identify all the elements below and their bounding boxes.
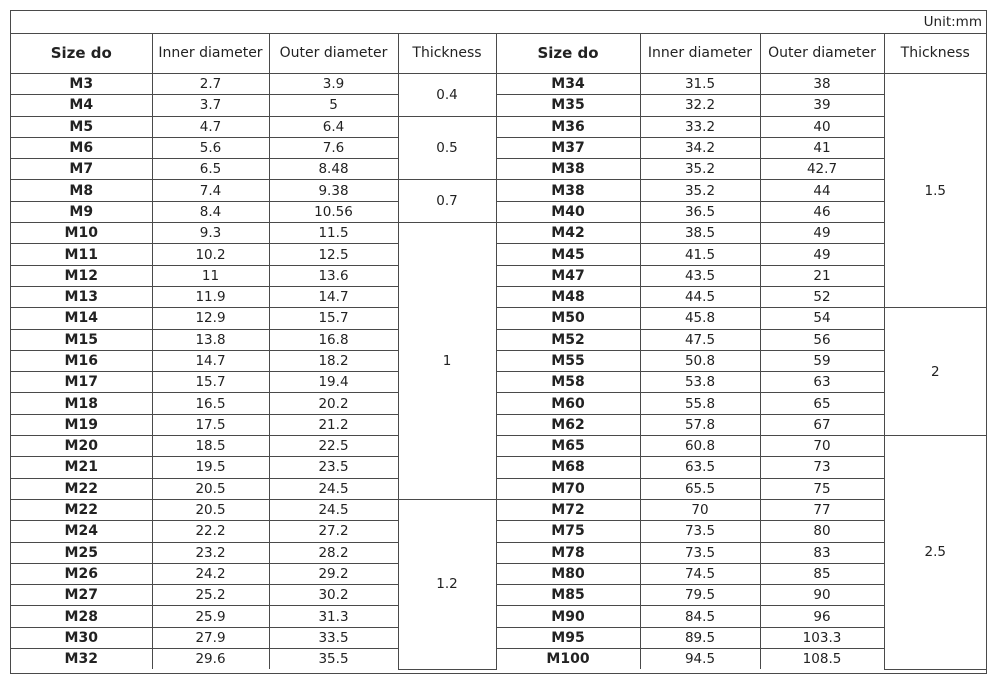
size-cell: M24 [11, 521, 152, 542]
size-cell: M62 [496, 414, 640, 435]
inner-diameter-cell: 50.8 [640, 350, 760, 371]
thickness-cell: 1.2 [398, 499, 496, 669]
inner-diameter-cell: 47.5 [640, 329, 760, 350]
outer-diameter-cell: 28.2 [269, 542, 398, 563]
inner-diameter-cell: 12.9 [152, 308, 269, 329]
outer-diameter-cell: 63 [760, 372, 884, 393]
outer-diameter-cell: 33.5 [269, 627, 398, 648]
thickness-cell: 0.5 [398, 116, 496, 180]
outer-diameter-cell: 7.6 [269, 137, 398, 158]
outer-diameter-cell: 52 [760, 286, 884, 307]
size-cell: M16 [11, 350, 152, 371]
inner-diameter-cell: 55.8 [640, 393, 760, 414]
inner-diameter-cell: 11 [152, 265, 269, 286]
inner-diameter-cell: 3.7 [152, 95, 269, 116]
spec-table [11, 33, 986, 670]
inner-diameter-cell: 41.5 [640, 244, 760, 265]
size-cell: M11 [11, 244, 152, 265]
size-cell: M19 [11, 414, 152, 435]
outer-diameter-cell: 41 [760, 137, 884, 158]
outer-diameter-cell: 24.5 [269, 478, 398, 499]
outer-diameter-cell: 80 [760, 521, 884, 542]
size-cell: M35 [496, 95, 640, 116]
outer-diameter-cell: 8.48 [269, 159, 398, 180]
size-cell: M22 [11, 499, 152, 520]
size-cell: M30 [11, 627, 152, 648]
outer-diameter-cell: 16.8 [269, 329, 398, 350]
inner-diameter-cell: 24.2 [152, 563, 269, 584]
table-row [11, 329, 986, 350]
inner-diameter-cell: 19.5 [152, 457, 269, 478]
inner-diameter-cell: 15.7 [152, 372, 269, 393]
inner-diameter-cell: 16.5 [152, 393, 269, 414]
size-cell: M52 [496, 329, 640, 350]
size-cell: M38 [496, 180, 640, 201]
outer-diameter-cell: 75 [760, 478, 884, 499]
inner-diameter-cell: 2.7 [152, 74, 269, 95]
inner-diameter-cell: 7.4 [152, 180, 269, 201]
inner-diameter-cell: 38.5 [640, 223, 760, 244]
inner-diameter-cell: 89.5 [640, 627, 760, 648]
outer-diameter-cell: 38 [760, 74, 884, 95]
outer-diameter-cell: 44 [760, 180, 884, 201]
size-cell: M7 [11, 159, 152, 180]
outer-diameter-cell: 49 [760, 244, 884, 265]
size-cell: M65 [496, 436, 640, 457]
inner-diameter-cell: 9.3 [152, 223, 269, 244]
outer-diameter-cell: 77 [760, 499, 884, 520]
outer-diameter-cell: 30.2 [269, 585, 398, 606]
outer-diameter-cell: 23.5 [269, 457, 398, 478]
size-cell: M3 [11, 74, 152, 95]
inner-diameter-cell: 70 [640, 499, 760, 520]
outer-diameter-cell: 5 [269, 95, 398, 116]
inner-diameter-cell: 94.5 [640, 649, 760, 670]
table-row [11, 74, 986, 95]
inner-diameter-cell: 63.5 [640, 457, 760, 478]
outer-diameter-cell: 24.5 [269, 499, 398, 520]
inner-diameter-cell: 74.5 [640, 563, 760, 584]
outer-diameter-cell: 29.2 [269, 563, 398, 584]
size-cell: M75 [496, 521, 640, 542]
size-cell: M27 [11, 585, 152, 606]
outer-diameter-cell: 67 [760, 414, 884, 435]
outer-diameter-cell: 54 [760, 308, 884, 329]
table-row [11, 606, 986, 627]
size-cell: M78 [496, 542, 640, 563]
size-cell: M55 [496, 350, 640, 371]
table-row [11, 95, 986, 116]
inner-diameter-cell: 35.2 [640, 180, 760, 201]
inner-diameter-cell: 44.5 [640, 286, 760, 307]
outer-diameter-cell: 18.2 [269, 350, 398, 371]
inner-diameter-cell: 84.5 [640, 606, 760, 627]
inner-diameter-cell: 17.5 [152, 414, 269, 435]
size-cell: M42 [496, 223, 640, 244]
size-cell: M9 [11, 201, 152, 222]
inner-diameter-cell: 79.5 [640, 585, 760, 606]
inner-diameter-cell: 22.2 [152, 521, 269, 542]
outer-diameter-cell: 40 [760, 116, 884, 137]
inner-diameter-cell: 8.4 [152, 201, 269, 222]
size-cell: M32 [11, 649, 152, 670]
outer-diameter-cell: 42.7 [760, 159, 884, 180]
size-cell: M34 [496, 74, 640, 95]
inner-diameter-cell: 57.8 [640, 414, 760, 435]
outer-diameter-cell: 49 [760, 223, 884, 244]
size-cell: M12 [11, 265, 152, 286]
size-cell: M21 [11, 457, 152, 478]
inner-diameter-cell: 29.6 [152, 649, 269, 670]
outer-diameter-cell: 96 [760, 606, 884, 627]
size-cell: M90 [496, 606, 640, 627]
outer-diameter-cell: 20.2 [269, 393, 398, 414]
size-cell: M95 [496, 627, 640, 648]
header-size-left: Size do [11, 33, 152, 74]
outer-diameter-cell: 9.38 [269, 180, 398, 201]
outer-diameter-cell: 19.4 [269, 372, 398, 393]
table-row [11, 585, 986, 606]
spec-table-body [11, 74, 986, 670]
table-row [11, 499, 986, 520]
size-cell: M85 [496, 585, 640, 606]
size-cell: M22 [11, 478, 152, 499]
size-cell: M17 [11, 372, 152, 393]
inner-diameter-cell: 13.8 [152, 329, 269, 350]
inner-diameter-cell: 25.9 [152, 606, 269, 627]
outer-diameter-cell: 90 [760, 585, 884, 606]
size-cell: M20 [11, 436, 152, 457]
table-row [11, 649, 986, 670]
size-cell: M72 [496, 499, 640, 520]
unit-row [11, 11, 986, 34]
inner-diameter-cell: 31.5 [640, 74, 760, 95]
outer-diameter-cell: 3.9 [269, 74, 398, 95]
header-row [11, 33, 986, 74]
thickness-cell: 2.5 [884, 436, 986, 670]
size-cell: M18 [11, 393, 152, 414]
table-row [11, 457, 986, 478]
outer-diameter-cell: 83 [760, 542, 884, 563]
header-size-right: Size do [496, 33, 640, 74]
header-outer-left: Outer diameter [269, 33, 398, 74]
inner-diameter-cell: 45.8 [640, 308, 760, 329]
size-cell: M14 [11, 308, 152, 329]
size-cell: M6 [11, 137, 152, 158]
table-row [11, 542, 986, 563]
header-thickness-left: Thickness [398, 33, 496, 74]
table-row [11, 137, 986, 158]
inner-diameter-cell: 20.5 [152, 478, 269, 499]
inner-diameter-cell: 20.5 [152, 499, 269, 520]
inner-diameter-cell: 36.5 [640, 201, 760, 222]
thickness-cell: 0.4 [398, 74, 496, 117]
outer-diameter-cell: 14.7 [269, 286, 398, 307]
outer-diameter-cell: 11.5 [269, 223, 398, 244]
inner-diameter-cell: 18.5 [152, 436, 269, 457]
outer-diameter-cell: 12.5 [269, 244, 398, 265]
size-cell: M37 [496, 137, 640, 158]
table-row [11, 436, 986, 457]
outer-diameter-cell: 39 [760, 95, 884, 116]
table-row [11, 414, 986, 435]
size-cell: M15 [11, 329, 152, 350]
table-row [11, 521, 986, 542]
size-cell: M38 [496, 159, 640, 180]
outer-diameter-cell: 70 [760, 436, 884, 457]
outer-diameter-cell: 13.6 [269, 265, 398, 286]
size-cell: M13 [11, 286, 152, 307]
header-thickness-right: Thickness [884, 33, 986, 74]
inner-diameter-cell: 14.7 [152, 350, 269, 371]
inner-diameter-cell: 33.2 [640, 116, 760, 137]
table-row [11, 116, 986, 137]
table-row [11, 286, 986, 307]
table-row [11, 478, 986, 499]
table-row [11, 265, 986, 286]
thickness-cell: 1 [398, 223, 496, 500]
table-row [11, 372, 986, 393]
size-cell: M100 [496, 649, 640, 670]
outer-diameter-cell: 85 [760, 563, 884, 584]
outer-diameter-cell: 31.3 [269, 606, 398, 627]
size-cell: M60 [496, 393, 640, 414]
size-cell: M4 [11, 95, 152, 116]
size-cell: M50 [496, 308, 640, 329]
spec-sheet [10, 10, 987, 674]
inner-diameter-cell: 53.8 [640, 372, 760, 393]
inner-diameter-cell: 43.5 [640, 265, 760, 286]
outer-diameter-cell: 21 [760, 265, 884, 286]
size-cell: M28 [11, 606, 152, 627]
inner-diameter-cell: 32.2 [640, 95, 760, 116]
outer-diameter-cell: 27.2 [269, 521, 398, 542]
unit-label: Unit:mm [923, 14, 982, 30]
table-row [11, 201, 986, 222]
thickness-cell: 0.7 [398, 180, 496, 223]
table-row [11, 159, 986, 180]
outer-diameter-cell: 73 [760, 457, 884, 478]
outer-diameter-cell: 65 [760, 393, 884, 414]
size-cell: M58 [496, 372, 640, 393]
size-cell: M80 [496, 563, 640, 584]
table-row [11, 308, 986, 329]
table-row [11, 350, 986, 371]
outer-diameter-cell: 59 [760, 350, 884, 371]
outer-diameter-cell: 21.2 [269, 414, 398, 435]
size-cell: M8 [11, 180, 152, 201]
table-row [11, 563, 986, 584]
inner-diameter-cell: 6.5 [152, 159, 269, 180]
inner-diameter-cell: 5.6 [152, 137, 269, 158]
outer-diameter-cell: 15.7 [269, 308, 398, 329]
inner-diameter-cell: 4.7 [152, 116, 269, 137]
size-cell: M40 [496, 201, 640, 222]
inner-diameter-cell: 11.9 [152, 286, 269, 307]
table-row [11, 180, 986, 201]
outer-diameter-cell: 46 [760, 201, 884, 222]
header-inner-left: Inner diameter [152, 33, 269, 74]
outer-diameter-cell: 10.56 [269, 201, 398, 222]
table-row [11, 393, 986, 414]
outer-diameter-cell: 6.4 [269, 116, 398, 137]
inner-diameter-cell: 35.2 [640, 159, 760, 180]
outer-diameter-cell: 103.3 [760, 627, 884, 648]
inner-diameter-cell: 27.9 [152, 627, 269, 648]
size-cell: M48 [496, 286, 640, 307]
size-cell: M36 [496, 116, 640, 137]
size-cell: M47 [496, 265, 640, 286]
inner-diameter-cell: 10.2 [152, 244, 269, 265]
header-outer-right: Outer diameter [760, 33, 884, 74]
size-cell: M25 [11, 542, 152, 563]
inner-diameter-cell: 23.2 [152, 542, 269, 563]
size-cell: M5 [11, 116, 152, 137]
outer-diameter-cell: 108.5 [760, 649, 884, 670]
inner-diameter-cell: 73.5 [640, 542, 760, 563]
thickness-cell: 2 [884, 308, 986, 436]
inner-diameter-cell: 65.5 [640, 478, 760, 499]
inner-diameter-cell: 25.2 [152, 585, 269, 606]
size-cell: M26 [11, 563, 152, 584]
inner-diameter-cell: 73.5 [640, 521, 760, 542]
table-row [11, 244, 986, 265]
outer-diameter-cell: 35.5 [269, 649, 398, 670]
outer-diameter-cell: 56 [760, 329, 884, 350]
table-row [11, 223, 986, 244]
size-cell: M45 [496, 244, 640, 265]
table-row [11, 627, 986, 648]
header-inner-right: Inner diameter [640, 33, 760, 74]
size-cell: M68 [496, 457, 640, 478]
thickness-cell: 1.5 [884, 74, 986, 308]
outer-diameter-cell: 22.5 [269, 436, 398, 457]
inner-diameter-cell: 60.8 [640, 436, 760, 457]
size-cell: M70 [496, 478, 640, 499]
inner-diameter-cell: 34.2 [640, 137, 760, 158]
size-cell: M10 [11, 223, 152, 244]
